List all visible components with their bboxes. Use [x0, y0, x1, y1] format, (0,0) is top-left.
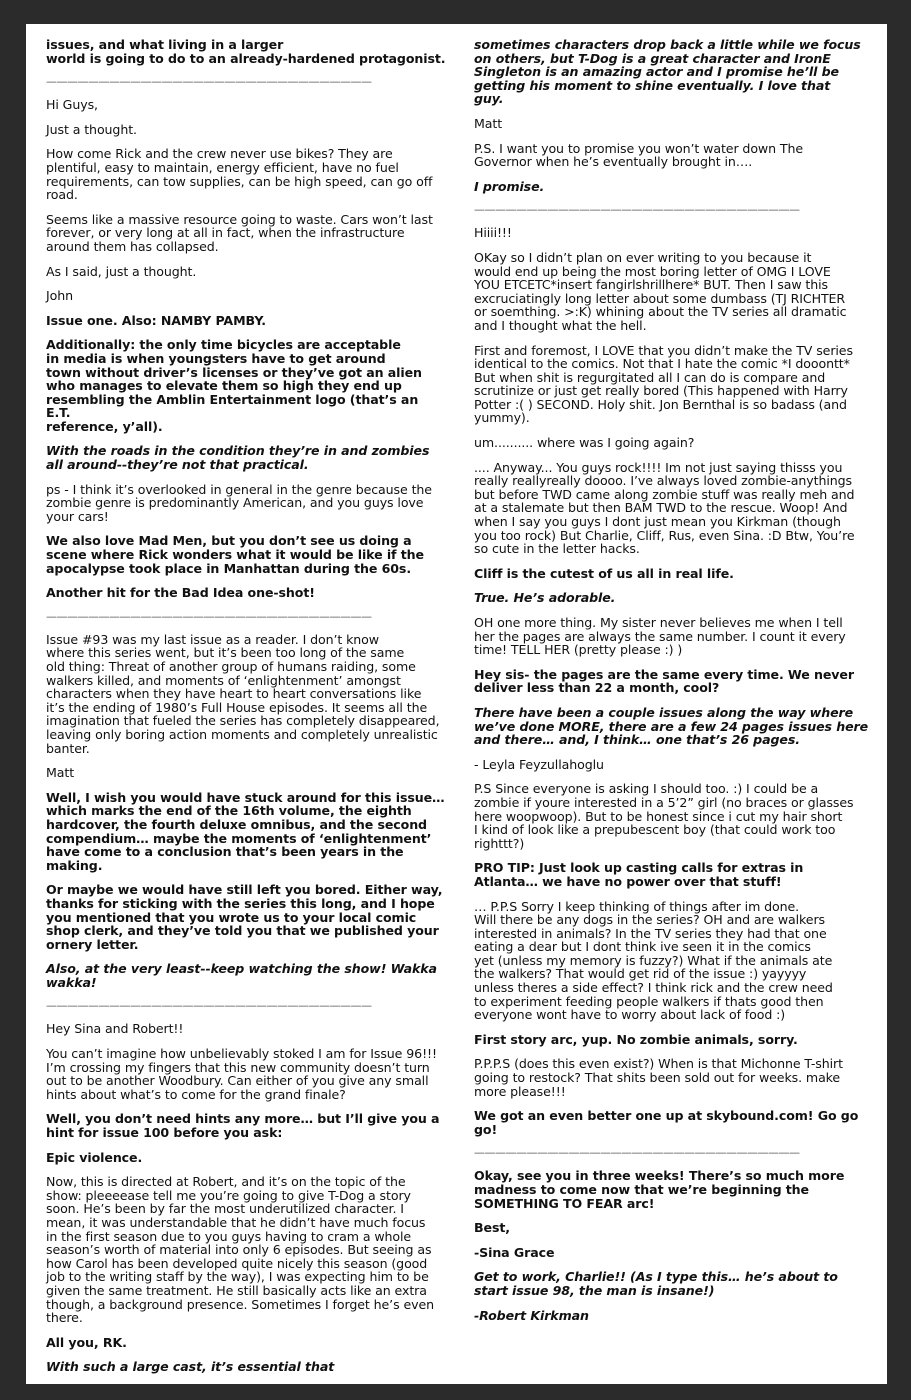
- reply-paragraph: I promise.: [474, 178, 545, 194]
- letter-paragraph: Now, this is directed at Robert, and it’s on the topic of the show: pleeeease tell me you’re going to give T-Dog a story soon. He’s been by far the most underutilized character. I mean, it was understandable that he didn’t have much focus in the first season due to you guys having to cram a whole season’s worth of material into only 6 episodes. But seeing as how Carol has been developed quite nicely this season (good job to the writing staff by the way), I was expecting him to be given the same treatment. He still basically acts like an extra though, a background presence. Sometimes I forget he’s even there.: [46, 1174, 434, 1326]
- reply-paragraph: issues, and what living in a larger world is going to do to an already-hardened protagonist.: [46, 37, 446, 66]
- letter-paragraph: Seems like a massive resource going to waste. Cars won’t last forever, or very long at all in fact, when the infrastructure around them has collapsed.: [46, 211, 433, 254]
- letter-paragraph: Hey Sina and Robert!!: [46, 1021, 184, 1037]
- letter-paragraph: John: [46, 288, 73, 304]
- reply-paragraph: True. He’s adorable.: [474, 590, 616, 606]
- reply-paragraph: We also love Mad Men, but you don’t see us doing a scene where Rick wonders what it would be like if the apocalypse took place in Manhattan during the 60s.: [46, 533, 424, 576]
- reply-paragraph: Also, at the very least--keep watching the show! Wakka wakka!: [46, 961, 437, 990]
- reply-paragraph: Best,: [474, 1220, 510, 1236]
- letter-paragraph: How come Rick and the crew never use bikes? They are plentiful, easy to maintain, energy efficient, have no fuel requirements, can tow supplies, can be high speed, can go off road.: [46, 146, 433, 203]
- letter-paragraph: um.......... where was I going again?: [474, 435, 695, 451]
- left-column: [46, 38, 446, 1384]
- reply-paragraph: Epic violence.: [46, 1149, 143, 1165]
- reply-paragraph: Another hit for the Bad Idea one-shot!: [46, 585, 315, 601]
- separator-line: ———————————————————————————————: [46, 76, 372, 89]
- letter-paragraph: First and foremost, I LOVE that you didn’t make the TV series identical to the comics. Not that I hate the comic *I dooontt* But when shit is regurgitated all I can do is compare and scrutinize or just get really bored (This happened with Harry Potter :( ) SECOND. Holy shit. Jon Bernthal is so badass (and yummy).: [474, 342, 853, 426]
- reply-paragraph: With such a large cast, it’s essential that: [46, 1359, 335, 1375]
- letter-paragraph: As I said, just a thought.: [46, 263, 197, 279]
- reply-paragraph: -Sina Grace: [474, 1244, 555, 1260]
- letter-paragraph: P.S Since everyone is asking I should too. :) I could be a zombie if youre interested in a 5’2” girl (no braces or glasses here woopwoop). But to be honest since i cut my hair short I kind of look like a prepubescent boy (that could work too righttt?): [474, 781, 854, 851]
- reply-paragraph: Get to work, Charlie!! (As I type this… he’s about to start issue 98, the man is insane!): [474, 1269, 838, 1298]
- letter-paragraph: P.P.P.S (does this even exist?) When is that Michonne T-shirt going to restock? That shits been sold out for weeks. make more please!!!: [474, 1056, 843, 1099]
- separator-line: ———————————————————————————————: [46, 1000, 372, 1013]
- letter-paragraph: You can’t imagine how unbelievably stoked I am for Issue 96!!! I’m crossing my fingers that this new community doesn’t turn out to be another Woodbury. Can either of you give any small hints about what’s to come for the grand finale?: [46, 1046, 437, 1102]
- reply-paragraph: First story arc, yup. No zombie animals, sorry.: [474, 1031, 798, 1047]
- separator-line: ———————————————————————————————: [474, 204, 800, 217]
- letter-paragraph: Hi Guys,: [46, 97, 98, 113]
- letters-page: [26, 24, 887, 1384]
- letter-paragraph: ps - I think it’s overlooked in general in the genre because the zombie genre is predominantly American, and you guys love your cars!: [46, 481, 432, 524]
- right-column: [474, 38, 874, 1333]
- letter-paragraph: - Leyla Feyzullahoglu: [474, 756, 604, 772]
- reply-paragraph: With the roads in the condition they’re in and zombies all around--they’re not that practical.: [46, 443, 430, 473]
- reply-paragraph: Well, you don’t need hints any more… but I’ll give you a hint for issue 100 before you ask:: [46, 1111, 440, 1141]
- letter-paragraph: .... Anyway... You guys rock!!!! Im not just saying thisss you really reallyreally doooo. I’ve always loved zombie-anythings but before TWD came along zombie stuff was really meh and at a stalemate but then BAM TWD to the rescue. Woop! And when I say you guys I dont just mean you Kirkman (though you too rock) But Charlie, Cliff, Rus, even Sina. :D Btw, You’re so cute in the letter hacks.: [474, 459, 855, 557]
- letter-paragraph: P.S. I want you to promise you won’t water down The Governor when he’s eventually brought in….: [474, 140, 804, 170]
- letter-paragraph: Matt: [46, 765, 75, 781]
- reply-paragraph: Well, I wish you would have stuck around for this issue… which marks the end of the 16th volume, the eighth hardcover, the fourth deluxe omnibus, and the second compendium… maybe the moments of ‘enlightenment’ have come to a conclusion that’s been years in the making.: [46, 789, 445, 873]
- letter-paragraph: Issue #93 was my last issue as a reader. I don’t know where this series went, but it’s been too long of the same old thing: Threat of another group of humans raiding, some walkers killed, and moments of ‘enlightenment’ amongst characters when they have heart to heart conversations like it’s the ending of 1980’s Full House episodes. It seems all the imagination that fueled the series has completely disappeared, leaving only boring action moments and completely unrealistic banter.: [46, 631, 440, 756]
- letter-paragraph: … P.P.S Sorry I keep thinking of things after im done. Will there be any dogs in the series? OH and are walkers interested in animals? In the TV series they had that one eating a dear but I dont think ive seen it in the comics yet (unless my memory is fuzzy?) What if the animals ate the walkers? That would get rid of the issue :) yayyyy unless theres a side effect? I think rick and the crew need to experiment feeding people walkers if thats good then everyone wont have to worry about lack of food :): [474, 898, 833, 1023]
- reply-paragraph: Or maybe we would have still left you bored. Either way, thanks for sticking with the series this long, and I hope you mentioned that you wrote us to your local comic shop clerk, and they’ve told you that we published your ornery letter.: [46, 882, 443, 952]
- separator-line: ———————————————————————————————: [474, 1147, 800, 1160]
- letter-paragraph: Matt: [474, 115, 503, 131]
- reply-paragraph: Issue one. Also: NAMBY PAMBY.: [46, 312, 266, 328]
- separator-line: ———————————————————————————————: [46, 610, 372, 623]
- reply-paragraph: Cliff is the cutest of us all in real life.: [474, 565, 734, 581]
- reply-paragraph: All you, RK.: [46, 1334, 127, 1350]
- reply-paragraph: sometimes characters drop back a little while we focus on others, but T-Dog is a great character and IronE Singleton is an amazing actor and I promise he’ll be getting his moment to shine eventually. I love that guy.: [474, 37, 861, 107]
- reply-paragraph: We got an even better one up at skybound.com! Go go go!: [474, 1108, 859, 1137]
- letter-paragraph: OKay so I didn’t plan on ever writing to you because it would end up being the most boring letter of OMG I LOVE YOU ETCETC*insert fangirlshrillhere* BUT. Then I saw this excruciatingly long letter about some dumbass (TJ RICHTER or soemthing. >:K) whining about the TV series all dramatic and I thought what the hell.: [474, 249, 847, 333]
- letter-paragraph: OH one more thing. My sister never believes me when I tell her the pages are always the same number. I count it every time! TELL HER (pretty please :) ): [474, 615, 846, 658]
- letter-paragraph: Just a thought.: [46, 121, 137, 137]
- reply-paragraph: Additionally: the only time bicycles are acceptable in media is when youngsters have to get around town without driver’s licenses or they’ve got an alien who manages to elevate them so high they end up resembling the Amblin Entertainment logo (that’s an E.T. reference, y’all).: [46, 337, 422, 434]
- letter-paragraph: Hiiii!!!: [474, 225, 512, 241]
- reply-paragraph: PRO TIP: Just look up casting calls for extras in Atlanta… we have no power over that stuff!: [474, 860, 804, 889]
- reply-paragraph: -Robert Kirkman: [474, 1307, 589, 1323]
- reply-paragraph: There have been a couple issues along the way where we’ve done MORE, there are a few 24 pages issues here and there… and, I think… one that’s 26 pages.: [474, 704, 869, 748]
- reply-paragraph: Hey sis- the pages are the same every time. We never deliver less than 22 a month, cool?: [474, 666, 854, 696]
- reply-paragraph: Okay, see you in three weeks! There’s so much more madness to come now that we’re beginning the SOMETHING TO FEAR arc!: [474, 1168, 845, 1211]
